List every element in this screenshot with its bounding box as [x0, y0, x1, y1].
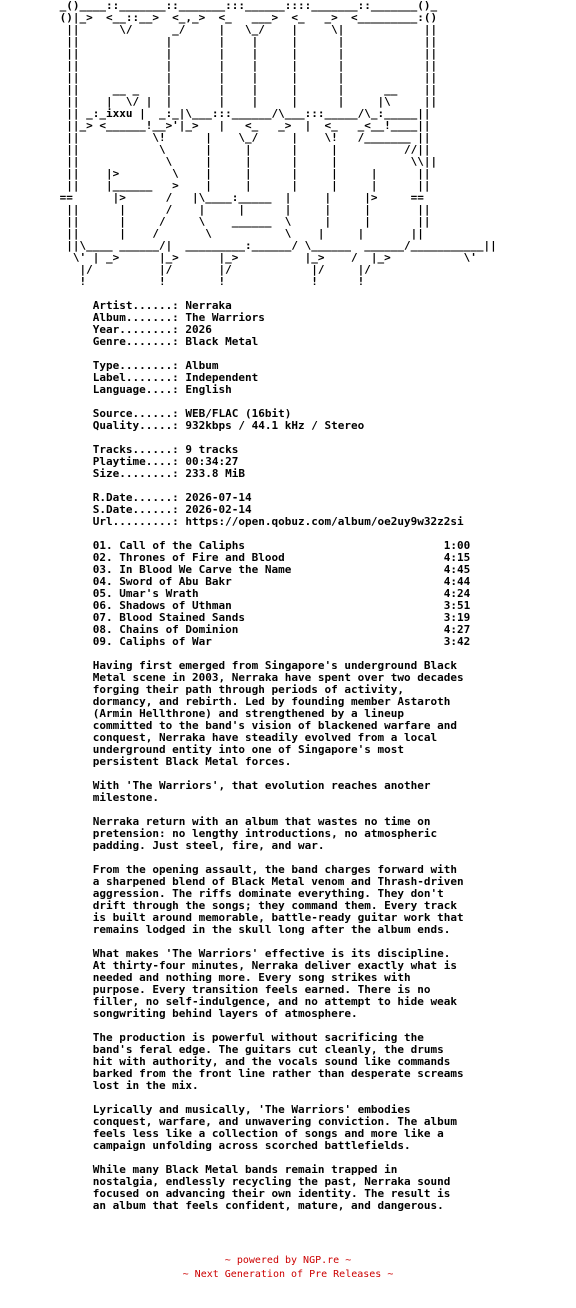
- nfo-line: Language....: English: [0, 383, 232, 396]
- nfo-line: ||_> <______!__>'|_> | <_ _> | <_ _<__!____||: [0, 119, 431, 132]
- nfo-line: || | | | | | ||: [0, 35, 438, 48]
- nfo-line: |/ |/ |/ |/ |/: [0, 263, 371, 276]
- footer-powered-by: ~ powered by NGP.re ~: [224, 1255, 352, 1266]
- nfo-line: || __ _ | | | | | __ ||: [0, 83, 438, 96]
- nfo-line: filler, no self-indulgence, and no attempt to hide weak: [0, 995, 457, 1008]
- nfo-line: purpose. Every transition feels earned. There is no: [0, 983, 431, 996]
- nfo-line: || _:_ixxu | _:_|\___:::______/\___:::_____/\_:_____||: [0, 107, 431, 120]
- nfo-line: What makes 'The Warriors' effective is its discipline.: [0, 947, 451, 960]
- nfo-line: songwriting behind layers of atmosphere.: [0, 1007, 358, 1020]
- nfo-line: Label.......: Independent: [0, 371, 259, 384]
- nfo-line: padding. Just steel, fire, and war.: [0, 839, 325, 852]
- nfo-line: barked from the front line rather than desperate screams: [0, 1067, 464, 1080]
- nfo-line: is built around memorable, battle-ready guitar work that: [0, 911, 464, 924]
- nfo-line: 06. Shadows of Uthman 3:51: [0, 599, 471, 612]
- nfo-line: || | / \ \ | | ||: [0, 227, 424, 240]
- nfo-line: || \! | \_/ | \! /_______ ||: [0, 131, 431, 144]
- nfo-line: ! ! ! ! !: [0, 275, 365, 288]
- nfo-line: drift through the songs; they command them. Every track: [0, 899, 457, 912]
- nfo-line: S.Date......: 2026-02-14: [0, 503, 252, 516]
- footer-tagline: ~ Next Generation of Pre Releases ~: [182, 1269, 394, 1280]
- nfo-line: || | | | | | ||: [0, 47, 438, 60]
- nfo-line: Metal scene in 2003, Nerraka have spent over two decades: [0, 671, 464, 684]
- nfo-line: || | | | | | ||: [0, 59, 438, 72]
- nfo-line: conquest, Nerraka have steadily evolved from a local: [0, 731, 438, 744]
- nfo-line: lost in the mix.: [0, 1079, 199, 1092]
- nfo-line: The production is powerful without sacrificing the: [0, 1031, 424, 1044]
- nfo-line: || |______ > | | | | | ||: [0, 179, 431, 192]
- footer: [0, 1254, 576, 1282]
- nfo-line: feels less like a collection of songs and more like a: [0, 1127, 444, 1140]
- nfo-line: Year........: 2026: [0, 323, 212, 336]
- nfo-line: || \ | | | | //||: [0, 143, 431, 156]
- nfo-line: || | / \ ______ \ | | ||: [0, 215, 431, 228]
- nfo-line: From the opening assault, the band charges forward with: [0, 863, 457, 876]
- nfo-line: aggression. The riffs dominate everything. They don't: [0, 887, 444, 900]
- nfo-line: focused on advancing their own identity. The result is: [0, 1187, 451, 1200]
- nfo-line: forging their path through periods of activity,: [0, 683, 404, 696]
- nfo-line: With 'The Warriors', that evolution reaches another: [0, 779, 431, 792]
- nfo-line: 02. Thrones of Fire and Blood 4:15: [0, 551, 471, 564]
- nfo-line: || |> \ | | | | | ||: [0, 167, 431, 180]
- nfo-line: ()|_> <__::__> <_,_> <_ ___> <_ _> <_________:(): [0, 11, 438, 24]
- nfo-line: At thirty-four minutes, Nerraka deliver exactly what is: [0, 959, 457, 972]
- nfo-line: an album that feels confident, mature, and dangerous.: [0, 1199, 444, 1212]
- nfo-line: 01. Call of the Caliphs 1:00: [0, 539, 471, 552]
- nfo-line: 09. Caliphs of War 3:42: [0, 635, 471, 648]
- nfo-line: R.Date......: 2026-07-14: [0, 491, 252, 504]
- nfo-line: band's feral edge. The guitars cut cleanly, the drums: [0, 1043, 444, 1056]
- nfo-line: While many Black Metal bands remain trapped in: [0, 1163, 398, 1176]
- nfo-line: (Armin Hellthrone) and strengthened by a lineup: [0, 707, 404, 720]
- nfo-line: needed and nothing more. Every song strikes with: [0, 971, 411, 984]
- nfo-line: Source......: WEB/FLAC (16bit): [0, 407, 292, 420]
- nfo-line: Lyrically and musically, 'The Warriors' embodies: [0, 1103, 411, 1116]
- nfo-line: committed to the band's vision of blackened warfare and: [0, 719, 457, 732]
- nfo-line: Url.........: https://open.qobuz.com/album/oe2uy9w32z2si: [0, 515, 464, 528]
- nfo-line: Genre.......: Black Metal: [0, 335, 259, 348]
- nfo-line: nostalgia, endlessly recycling the past, Nerraka sound: [0, 1175, 451, 1188]
- nfo-line: 08. Chains of Dominion 4:27: [0, 623, 471, 636]
- nfo-line: Size........: 233.8 MiB: [0, 467, 246, 480]
- nfo-line: persistent Black Metal forces.: [0, 755, 292, 768]
- nfo-line: Type........: Album: [0, 359, 219, 372]
- nfo-line: || \/ _/ | \_/ | \| ||: [0, 23, 438, 36]
- nfo-line: 07. Blood Stained Sands 3:19: [0, 611, 471, 624]
- nfo-line: _()____::_______::_______:::______::::_______::_______()_: [0, 0, 438, 12]
- nfo-line: hit with authority, and the vocals sound like commands: [0, 1055, 451, 1068]
- nfo-line: pretension: no lengthy introductions, no atmospheric: [0, 827, 438, 840]
- nfo-line: Nerraka return with an album that wastes no time on: [0, 815, 431, 828]
- nfo-line: campaign unfolding across scorched battlefields.: [0, 1139, 411, 1152]
- nfo-line: || | | | | | ||: [0, 71, 438, 84]
- nfo-line: conquest, warfare, and unwavering conviction. The album: [0, 1115, 457, 1128]
- nfo-line: 05. Umar's Wrath 4:24: [0, 587, 471, 600]
- nfo-line: a sharpened blend of Black Metal venom and Thrash-driven: [0, 875, 464, 888]
- nfo-line: underground entity into one of Singapore's most: [0, 743, 404, 756]
- nfo-line: ||\____ ______/| _________:______/ \______ ______/___________||: [0, 239, 497, 252]
- nfo-line: dormancy, and rebirth. Led by founding member Astaroth: [0, 695, 451, 708]
- nfo-line: == |> / |\____:_____ | | |> ==: [0, 191, 424, 204]
- nfo-line: Artist......: Nerraka: [0, 299, 232, 312]
- nfo-line: 04. Sword of Abu Bakr 4:44: [0, 575, 471, 588]
- nfo-line: || | / | | | | | ||: [0, 203, 431, 216]
- nfo-line: milestone.: [0, 791, 159, 804]
- nfo-line: Quality.....: 932kbps / 44.1 kHz / Stereo: [0, 419, 365, 432]
- nfo-line: || | \/ | | | | | | |\ ||: [0, 95, 438, 108]
- nfo-line: Tracks......: 9 tracks: [0, 443, 239, 456]
- nfo-line: remains lodged in the skull long after the album ends.: [0, 923, 451, 936]
- nfo-line: || \ | | | | \\||: [0, 155, 438, 168]
- nfo-line: 03. In Blood We Carve the Name 4:45: [0, 563, 471, 576]
- nfo-line: Having first emerged from Singapore's underground Black: [0, 659, 457, 672]
- nfo-line: \' | _> |_> |_> |_> / |_> \': [0, 251, 477, 264]
- nfo-line: Album.......: The Warriors: [0, 311, 265, 324]
- nfo-line: Playtime....: 00:34:27: [0, 455, 239, 468]
